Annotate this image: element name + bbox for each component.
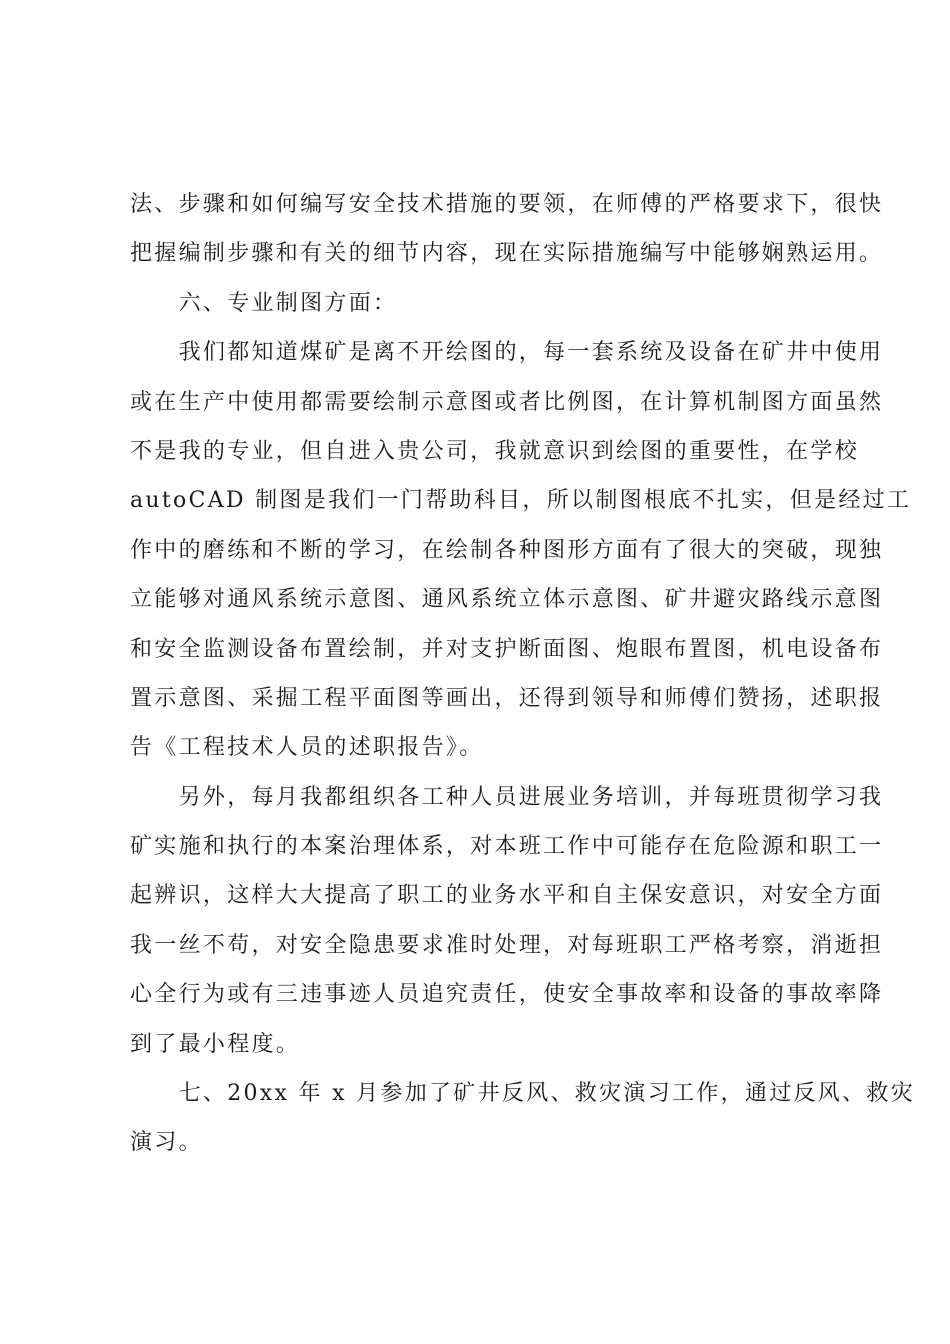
text-line-2: 把握编制步骤和有关的细节内容，现在实际措施编写中能够娴熟运用。: [130, 241, 884, 267]
text-line-12: 告《工程技术人员的述职报告》。: [130, 735, 484, 761]
text-line-13: 另外，每月我都组织各工种人员进展业务培训，并每班贯彻学习我: [130, 784, 884, 810]
text-line-11: 置示意图、采掘工程平面图等画出，还得到领导和师傅们赞扬，述职报: [130, 685, 884, 711]
text-line-8: 作中的磨练和不断的学习，在绘制各种图形方面有了很大的突破，现独: [130, 537, 884, 563]
text-line-5: 或在生产中使用都需要绘制示意图或者比例图，在计算机制图方面虽然: [130, 389, 884, 415]
text-line-7: autoCAD 制图是我们一门帮助科目，所以制图根底不扎实，但是经过工: [130, 488, 912, 514]
text-line-6: 不是我的专业，但自进入贵公司，我就意识到绘图的重要性，在学校: [130, 438, 860, 464]
section-heading-drafting: 六、专业制图方面：: [130, 290, 398, 316]
text-line-1: 法、步骤和如何编写安全技术措施的要领，在师傅的严格要求下，很快: [130, 192, 884, 217]
text-line-17: 心全行为或有三违事迹人员追究责任，使安全事故率和设备的事故率降: [130, 982, 884, 1008]
document-body: [130, 180, 915, 1168]
text-line-4: 我们都知道煤矿是离不开绘图的，每一套系统及设备在矿井中使用: [130, 340, 884, 366]
text-line-20: 演习。: [130, 1130, 203, 1156]
text-line-15: 起辨识，这样大大提高了职工的业务水平和自主保安意识，对安全方面: [130, 883, 884, 909]
text-line-14: 矿实施和执行的本案治理体系，对本班工作中可能存在危险源和职工一: [130, 834, 884, 860]
text-line-16: 我一丝不苟，对安全隐患要求准时处理，对每班职工严格考察，消逝担: [130, 932, 884, 958]
text-line-10: 和安全监测设备布置绘制，并对支护断面图、炮眼布置图，机电设备布: [130, 636, 884, 662]
section-heading-drill: 七、20xx 年 x 月参加了矿井反风、救灾演习工作，通过反风、救灾: [130, 1081, 915, 1107]
text-line-18: 到了最小程度。: [130, 1031, 301, 1057]
text-line-9: 立能够对通风系统示意图、通风系统立体示意图、矿井避灾路线示意图: [130, 587, 884, 613]
